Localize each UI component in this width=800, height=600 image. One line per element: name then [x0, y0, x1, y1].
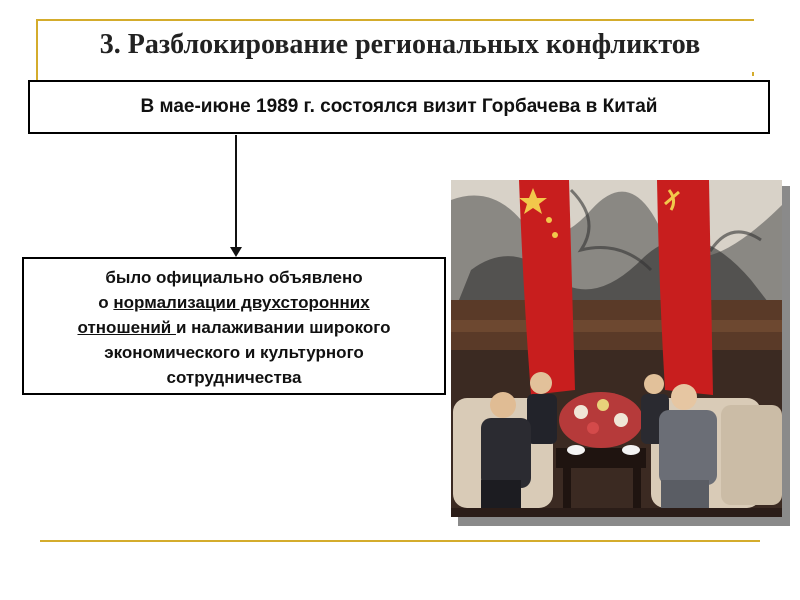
- result-line-4: экономического и культурного: [104, 343, 364, 362]
- result-line-1: было официально объявлено: [105, 268, 363, 287]
- slide-title: 3. Разблокирование региональных конфликтов: [99, 29, 701, 60]
- decorative-frame-top: [36, 19, 754, 21]
- visit-box: [28, 80, 770, 134]
- arrow-head-icon: [230, 247, 242, 257]
- result-line-5: сотрудничества: [166, 368, 302, 387]
- decorative-frame-right: [752, 72, 754, 76]
- decorative-frame-bottom: [40, 540, 760, 542]
- decorative-frame-left: [36, 19, 38, 81]
- result-prefix: о: [98, 293, 114, 312]
- visit-text: В мае-июне 1989 г. состоялся визит Горбачева в Китай: [140, 96, 658, 117]
- result-underlined-1: нормализации двухсторонних: [113, 293, 370, 312]
- result-underlined-2: отношений: [77, 318, 176, 337]
- meeting-photo-illustration: [451, 180, 782, 517]
- arrow-line: [235, 135, 237, 249]
- result-box: [22, 257, 446, 395]
- result-middle: и налаживании широкого: [175, 318, 391, 337]
- meeting-photo: [451, 180, 782, 517]
